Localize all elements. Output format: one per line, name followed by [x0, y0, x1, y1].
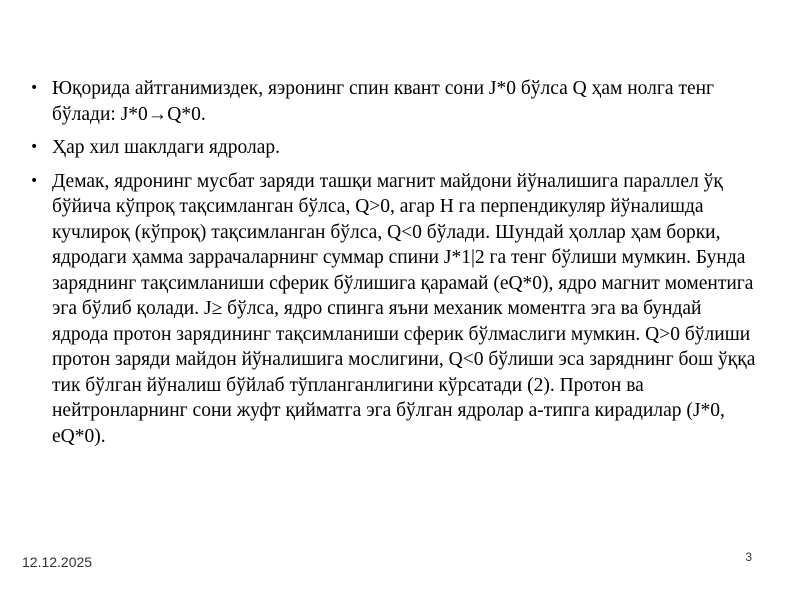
bullet-item-2 — [30, 135, 760, 161]
bullet-text-2: Ҳар хил шаклдаги ядролар. — [52, 137, 281, 158]
bullet-dot-icon: • — [30, 80, 39, 96]
page-number: 3 — [745, 550, 752, 564]
bullet-text-1: Юқорида айтганимиздек, яэронинг спин квант сони J*0 бўлса Q ҳам нолга тенг бўлади: J*0→Q*0. — [52, 78, 715, 125]
bullet-list — [30, 76, 760, 457]
bullet-text-3: Демак, ядронинг мусбат заряди ташқи магнит майдони йўналишига параллел ўқ бўйича кўпроқ тақсимланган бўлса, Q>0, агар Н га перпендикуляр йўналишда кучлироқ (кўпроқ) тақсимланган бўлса, Q<0 бўлади. Шундай ҳоллар ҳам борки, ядродаги ҳамма заррачаларнинг суммар спини J*1|2 га тенг бўлиши мумкин. Бунда заряднинг тақсимланиши сферик бўлишига қарамай (eQ*0), ядро магнит моментига эга бўлиб қолади. J≥ бўлса, ядро спинга яъни механик моментга эга ва бундай ядрода протон зарядининг тақсимланиши сферик бўлмаслиги мумкин. Q>0 бўлиши протон заряди майдон йўналишига мослигини, Q<0 бўлиши эса заряднинг бош ўққа тик бўлган йўналиш бўйлаб тўпланганлигини кўрсатади (2). Протон ва нейтронларнинг сони жуфт қийматга эга бўлган ядролар а-типга кирадилар (J*0, eQ*0). — [52, 170, 756, 447]
bullet-item-1 — [30, 76, 760, 127]
bullet-dot-icon: • — [30, 172, 39, 189]
bullet-item-3 — [30, 169, 760, 450]
footer-date: 12.12.2025 — [22, 554, 93, 570]
bullet-dot-icon: • — [30, 139, 39, 155]
